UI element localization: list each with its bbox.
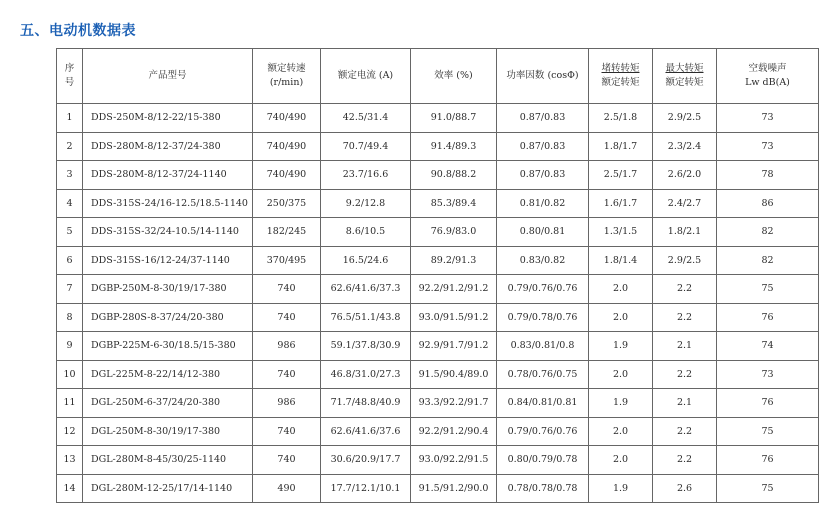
cell-efficiency: 91.5/90.4/89.0 bbox=[411, 360, 497, 389]
cell-max-torque-ratio: 2.4/2.7 bbox=[653, 189, 717, 218]
cell-rated-current: 76.5/51.1/43.8 bbox=[321, 303, 411, 332]
cell-max-torque-ratio: 2.2 bbox=[653, 360, 717, 389]
cell-index: 10 bbox=[57, 360, 83, 389]
cell-index: 9 bbox=[57, 332, 83, 361]
cell-locked-torque-ratio: 2.0 bbox=[589, 446, 653, 475]
cell-rated-current: 59.1/37.8/30.9 bbox=[321, 332, 411, 361]
cell-index: 8 bbox=[57, 303, 83, 332]
cell-rated-speed: 740 bbox=[253, 303, 321, 332]
cell-noise: 74 bbox=[717, 332, 819, 361]
cell-rated-speed: 740/490 bbox=[253, 104, 321, 133]
motor-data-table bbox=[56, 48, 819, 503]
cell-model: DDS-280M-8/12-37/24-380 bbox=[83, 132, 253, 161]
cell-rated-speed: 182/245 bbox=[253, 218, 321, 247]
cell-rated-speed: 740 bbox=[253, 275, 321, 304]
cell-power-factor: 0.79/0.78/0.76 bbox=[497, 303, 589, 332]
table-row bbox=[57, 104, 819, 133]
cell-model: DGL-225M-8-22/14/12-380 bbox=[83, 360, 253, 389]
cell-noise: 82 bbox=[717, 246, 819, 275]
cell-rated-current: 16.5/24.6 bbox=[321, 246, 411, 275]
cell-rated-speed: 740 bbox=[253, 360, 321, 389]
cell-rated-current: 42.5/31.4 bbox=[321, 104, 411, 133]
cell-rated-current: 71.7/48.8/40.9 bbox=[321, 389, 411, 418]
cell-max-torque-ratio: 2.3/2.4 bbox=[653, 132, 717, 161]
cell-model: DGBP-250M-8-30/19/17-380 bbox=[83, 275, 253, 304]
cell-efficiency: 89.2/91.3 bbox=[411, 246, 497, 275]
cell-efficiency: 93.3/92.2/91.7 bbox=[411, 389, 497, 418]
table-row bbox=[57, 246, 819, 275]
cell-index: 6 bbox=[57, 246, 83, 275]
header-max-line2: 额定转矩 bbox=[665, 77, 704, 88]
cell-rated-current: 62.6/41.6/37.3 bbox=[321, 275, 411, 304]
cell-rated-speed: 740/490 bbox=[253, 132, 321, 161]
cell-max-torque-ratio: 2.1 bbox=[653, 332, 717, 361]
cell-locked-torque-ratio: 1.9 bbox=[589, 474, 653, 503]
cell-max-torque-ratio: 2.2 bbox=[653, 275, 717, 304]
cell-efficiency: 91.4/89.3 bbox=[411, 132, 497, 161]
cell-power-factor: 0.83/0.81/0.8 bbox=[497, 332, 589, 361]
header-locked-torque-ratio bbox=[589, 49, 653, 104]
cell-rated-current: 70.7/49.4 bbox=[321, 132, 411, 161]
cell-noise: 75 bbox=[717, 474, 819, 503]
cell-locked-torque-ratio: 1.6/1.7 bbox=[589, 189, 653, 218]
header-model: 产品型号 bbox=[83, 49, 253, 104]
cell-power-factor: 0.80/0.81 bbox=[497, 218, 589, 247]
cell-model: DGBP-225M-6-30/18.5/15-380 bbox=[83, 332, 253, 361]
table-row bbox=[57, 474, 819, 503]
cell-rated-speed: 986 bbox=[253, 389, 321, 418]
cell-model: DGL-250M-8-30/19/17-380 bbox=[83, 417, 253, 446]
cell-power-factor: 0.84/0.81/0.81 bbox=[497, 389, 589, 418]
cell-model: DGL-280M-12-25/17/14-1140 bbox=[83, 474, 253, 503]
cell-power-factor: 0.79/0.76/0.76 bbox=[497, 275, 589, 304]
cell-noise: 86 bbox=[717, 189, 819, 218]
cell-rated-current: 62.6/41.6/37.6 bbox=[321, 417, 411, 446]
cell-locked-torque-ratio: 1.9 bbox=[589, 332, 653, 361]
table-header-row bbox=[57, 49, 819, 104]
cell-max-torque-ratio: 1.8/2.1 bbox=[653, 218, 717, 247]
cell-power-factor: 0.83/0.82 bbox=[497, 246, 589, 275]
table-row bbox=[57, 218, 819, 247]
cell-index: 13 bbox=[57, 446, 83, 475]
cell-rated-speed: 740 bbox=[253, 417, 321, 446]
cell-model: DDS-315S-32/24-10.5/14-1140 bbox=[83, 218, 253, 247]
cell-locked-torque-ratio: 1.9 bbox=[589, 389, 653, 418]
header-power-factor: 功率因数 (cosΦ) bbox=[497, 49, 589, 104]
header-noise-line1: 空载噪声 bbox=[748, 62, 787, 74]
cell-locked-torque-ratio: 1.8/1.4 bbox=[589, 246, 653, 275]
table-row bbox=[57, 189, 819, 218]
cell-rated-current: 30.6/20.9/17.7 bbox=[321, 446, 411, 475]
cell-rated-speed: 740 bbox=[253, 446, 321, 475]
cell-locked-torque-ratio: 2.0 bbox=[589, 360, 653, 389]
cell-rated-speed: 740/490 bbox=[253, 161, 321, 190]
cell-index: 4 bbox=[57, 189, 83, 218]
cell-index: 11 bbox=[57, 389, 83, 418]
cell-index: 7 bbox=[57, 275, 83, 304]
cell-locked-torque-ratio: 2.5/1.8 bbox=[589, 104, 653, 133]
cell-index: 3 bbox=[57, 161, 83, 190]
cell-efficiency: 93.0/92.2/91.5 bbox=[411, 446, 497, 475]
cell-model: DDS-280M-8/12-37/24-1140 bbox=[83, 161, 253, 190]
cell-index: 5 bbox=[57, 218, 83, 247]
cell-efficiency: 92.2/91.2/91.2 bbox=[411, 275, 497, 304]
cell-max-torque-ratio: 2.9/2.5 bbox=[653, 104, 717, 133]
table-row bbox=[57, 446, 819, 475]
cell-model: DDS-250M-8/12-22/15-380 bbox=[83, 104, 253, 133]
table-row bbox=[57, 161, 819, 190]
cell-rated-current: 8.6/10.5 bbox=[321, 218, 411, 247]
header-max-torque-ratio bbox=[653, 49, 717, 104]
cell-noise: 76 bbox=[717, 303, 819, 332]
table-row bbox=[57, 275, 819, 304]
header-speed-line1: 额定转速 bbox=[267, 62, 306, 74]
cell-locked-torque-ratio: 2.0 bbox=[589, 417, 653, 446]
cell-efficiency: 85.3/89.4 bbox=[411, 189, 497, 218]
cell-noise: 76 bbox=[717, 389, 819, 418]
header-locked-line1: 堵转转矩 bbox=[601, 62, 640, 74]
cell-noise: 78 bbox=[717, 161, 819, 190]
cell-power-factor: 0.78/0.78/0.78 bbox=[497, 474, 589, 503]
cell-rated-speed: 370/495 bbox=[253, 246, 321, 275]
cell-noise: 76 bbox=[717, 446, 819, 475]
cell-locked-torque-ratio: 1.8/1.7 bbox=[589, 132, 653, 161]
cell-efficiency: 92.2/91.2/90.4 bbox=[411, 417, 497, 446]
cell-locked-torque-ratio: 2.0 bbox=[589, 303, 653, 332]
cell-model: DGBP-280S-8-37/24/20-380 bbox=[83, 303, 253, 332]
cell-power-factor: 0.80/0.79/0.78 bbox=[497, 446, 589, 475]
cell-max-torque-ratio: 2.6 bbox=[653, 474, 717, 503]
cell-power-factor: 0.87/0.83 bbox=[497, 104, 589, 133]
header-rated-speed bbox=[253, 49, 321, 104]
cell-rated-current: 23.7/16.6 bbox=[321, 161, 411, 190]
header-noise bbox=[717, 49, 819, 104]
cell-power-factor: 0.79/0.76/0.76 bbox=[497, 417, 589, 446]
cell-max-torque-ratio: 2.1 bbox=[653, 389, 717, 418]
cell-power-factor: 0.81/0.82 bbox=[497, 189, 589, 218]
cell-index: 12 bbox=[57, 417, 83, 446]
cell-max-torque-ratio: 2.6/2.0 bbox=[653, 161, 717, 190]
header-rated-current: 额定电流 (A) bbox=[321, 49, 411, 104]
cell-noise: 75 bbox=[717, 417, 819, 446]
cell-noise: 73 bbox=[717, 360, 819, 389]
header-index bbox=[57, 49, 83, 104]
cell-max-torque-ratio: 2.9/2.5 bbox=[653, 246, 717, 275]
header-locked-line2: 额定转矩 bbox=[601, 77, 640, 88]
cell-model: DGL-280M-8-45/30/25-1140 bbox=[83, 446, 253, 475]
header-index-line2: 号 bbox=[64, 77, 75, 88]
table-row bbox=[57, 360, 819, 389]
cell-rated-current: 46.8/31.0/27.3 bbox=[321, 360, 411, 389]
cell-efficiency: 91.5/91.2/90.0 bbox=[411, 474, 497, 503]
cell-max-torque-ratio: 2.2 bbox=[653, 303, 717, 332]
cell-index: 14 bbox=[57, 474, 83, 503]
cell-rated-speed: 490 bbox=[253, 474, 321, 503]
cell-locked-torque-ratio: 2.5/1.7 bbox=[589, 161, 653, 190]
header-noise-line2: Lw dB(A) bbox=[745, 77, 790, 88]
cell-noise: 73 bbox=[717, 132, 819, 161]
cell-noise: 73 bbox=[717, 104, 819, 133]
cell-locked-torque-ratio: 2.0 bbox=[589, 275, 653, 304]
cell-rated-current: 9.2/12.8 bbox=[321, 189, 411, 218]
cell-max-torque-ratio: 2.2 bbox=[653, 417, 717, 446]
cell-power-factor: 0.87/0.83 bbox=[497, 132, 589, 161]
header-speed-line2: (r/min) bbox=[269, 77, 304, 88]
cell-max-torque-ratio: 2.2 bbox=[653, 446, 717, 475]
cell-efficiency: 91.0/88.7 bbox=[411, 104, 497, 133]
cell-rated-speed: 986 bbox=[253, 332, 321, 361]
cell-model: DDS-315S-24/16-12.5/18.5-1140 bbox=[83, 189, 253, 218]
cell-model: DDS-315S-16/12-24/37-1140 bbox=[83, 246, 253, 275]
header-index-line1: 序 bbox=[64, 62, 75, 74]
cell-rated-current: 17.7/12.1/10.1 bbox=[321, 474, 411, 503]
cell-locked-torque-ratio: 1.3/1.5 bbox=[589, 218, 653, 247]
cell-rated-speed: 250/375 bbox=[253, 189, 321, 218]
cell-noise: 75 bbox=[717, 275, 819, 304]
cell-efficiency: 93.0/91.5/91.2 bbox=[411, 303, 497, 332]
table-row bbox=[57, 132, 819, 161]
table-row bbox=[57, 303, 819, 332]
section-title: 五、电动机数据表 bbox=[20, 23, 136, 39]
header-efficiency: 效率 (%) bbox=[411, 49, 497, 104]
cell-noise: 82 bbox=[717, 218, 819, 247]
cell-efficiency: 90.8/88.2 bbox=[411, 161, 497, 190]
cell-efficiency: 92.9/91.7/91.2 bbox=[411, 332, 497, 361]
table-row bbox=[57, 332, 819, 361]
cell-power-factor: 0.87/0.83 bbox=[497, 161, 589, 190]
cell-power-factor: 0.78/0.76/0.75 bbox=[497, 360, 589, 389]
cell-index: 1 bbox=[57, 104, 83, 133]
cell-index: 2 bbox=[57, 132, 83, 161]
table-body bbox=[57, 104, 819, 503]
table-row bbox=[57, 417, 819, 446]
cell-efficiency: 76.9/83.0 bbox=[411, 218, 497, 247]
header-max-line1: 最大转矩 bbox=[665, 62, 704, 74]
cell-model: DGL-250M-6-37/24/20-380 bbox=[83, 389, 253, 418]
table-row bbox=[57, 389, 819, 418]
